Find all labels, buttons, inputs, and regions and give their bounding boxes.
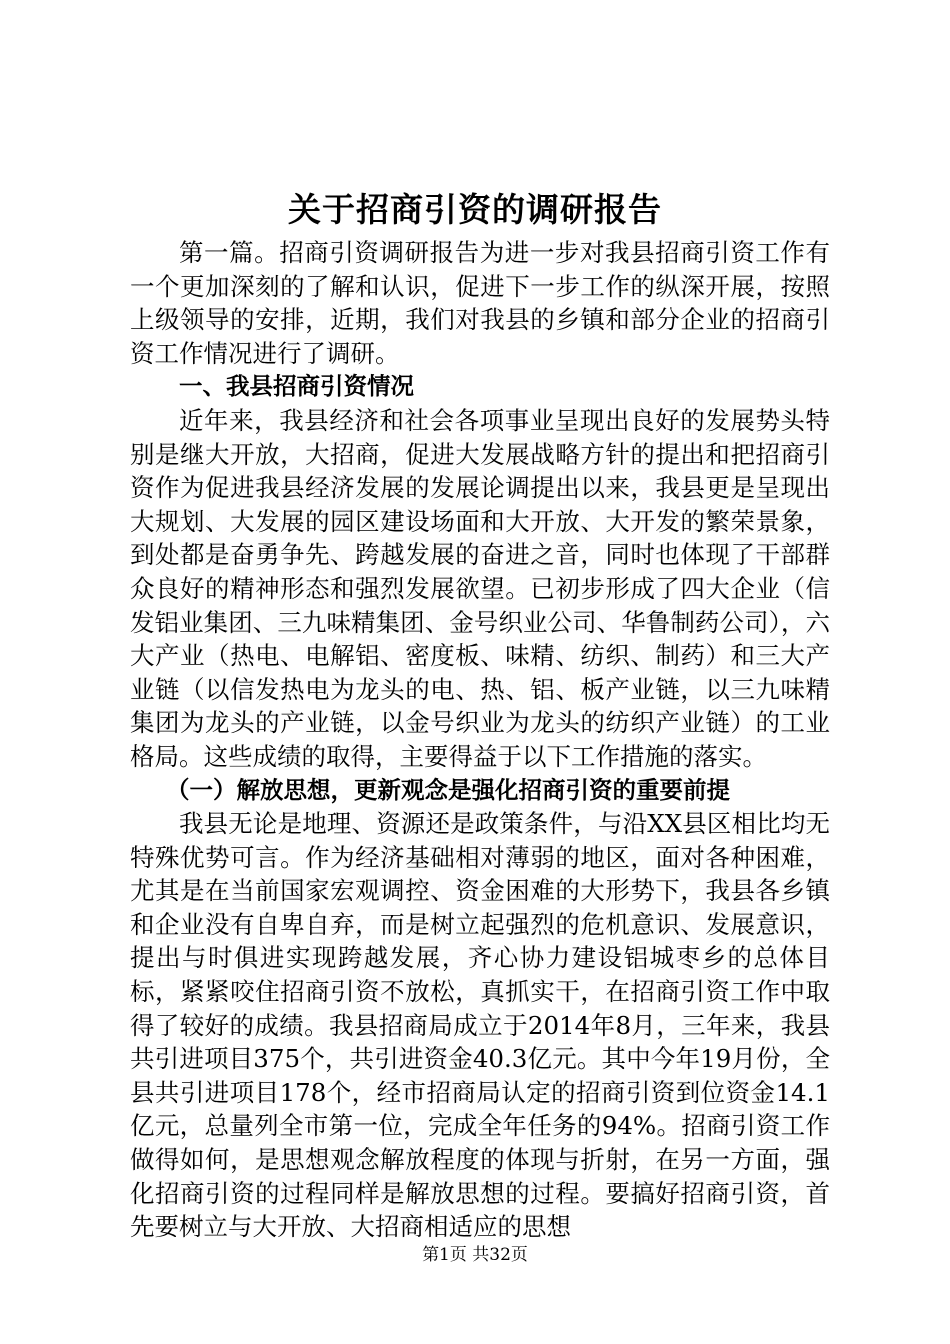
document-body [130,236,830,1244]
section-heading-1: 一、我县招商引资情况 [179,372,414,401]
document-title: 关于招商引资的调研报告 [288,190,662,229]
paragraph-intro: 第一篇。招商引资调研报告为进一步对我县招商引资工作有一个更加深刻的了解和认识，促进下一步工作的纵深开展，按照上级领导的安排，近期，我们对我县的乡镇和部分企业的招商引资工作情况进行了调研。 [130,238,830,368]
subsection-heading-1: （一）解放思想，更新观念是强化招商引资的重要前提 [166,775,730,804]
paragraph-section-1: 近年来，我县经济和社会各项事业呈现出良好的发展势头特别是继大开放，大招商，促进大发展战略方针的提出和把招商引资作为促进我县经济发展的发展论调提出以来，我县更是呈现出大规划、大发展的园区建设场面和大开放、大开发的繁荣景象，到处都是奋勇争先、跨越发展的奋进之音，同时也体现了干部群众良好的精神形态和强烈发展欲望。已初步形成了四大企业（信发铝业集团、三九味精集团、金号织业公司、华鲁制药公司），六大产业（热电、电解铝、密度板、味精、纺织、制药）和三大产业链（以信发热电为龙头的电、热、铝、板产业链，以三九味精集团为龙头的产业链，以金号织业为龙头的纺织产业链）的工业格局。这些成绩的取得，主要得益于以下工作措施的落实。 [130,405,830,771]
paragraph-subsection-1: 我县无论是地理、资源还是政策条件，与沿XX县区相比均无特殊优势可言。作为经济基础相对薄弱的地区，面对各种困难，尤其是在当前国家宏观调控、资金困难的大形势下，我县各乡镇和企业没有自卑自弃，而是树立起强烈的危机意识、发展意识，提出与时俱进实现跨越发展，齐心协力建设铝城枣乡的总体目标，紧紧咬住招商引资不放松，真抓实干，在招商引资工作中取得了较好的成绩。我县招商局成立于2014年8月，三年来，我县共引进项目375个，共引进资金40.3亿元。其中今年19月份，全县共引进项目178个，经市招商局认定的招商引资到位资金14.1亿元，总量列全市第一位，完成全年任务的94%。招商引资工作做得如何，是思想观念解放程度的体现与折射，在另一方面，强化招商引资的过程同样是解放思想的过程。要搞好招商引资，首先要树立与大开放、大招商相适应的思想 [130,809,830,1242]
page-number-footer: 第1页 共32页 [422,1245,528,1265]
